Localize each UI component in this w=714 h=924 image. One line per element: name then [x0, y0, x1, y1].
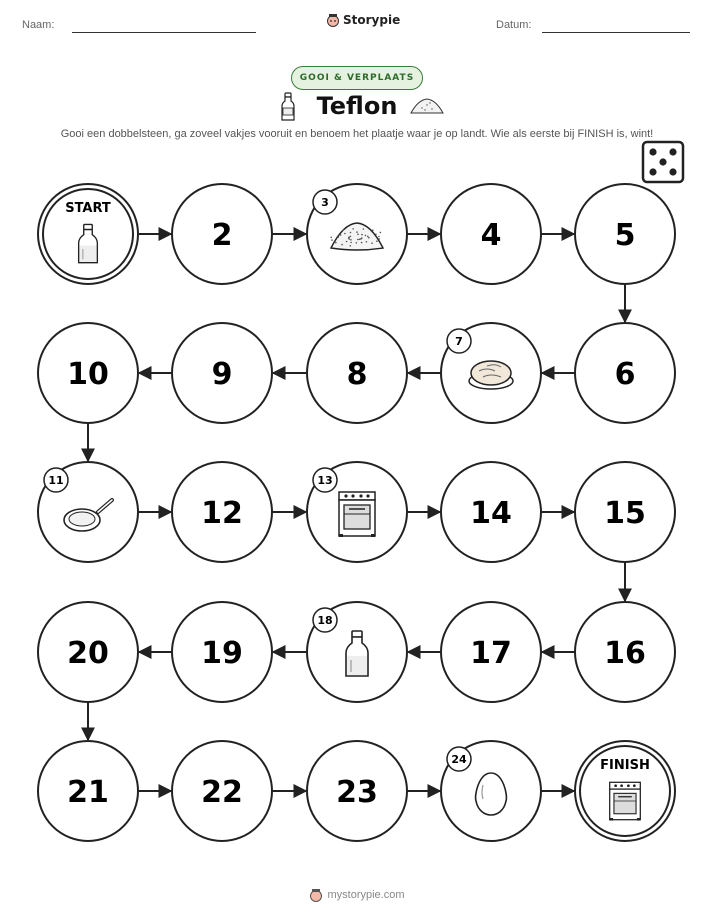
board-square-4 — [441, 184, 541, 284]
board-square-6 — [575, 323, 675, 423]
stove-icon — [610, 782, 641, 820]
board-square-5 — [575, 184, 675, 284]
square-number: 5 — [614, 218, 636, 253]
egg-icon — [476, 773, 507, 815]
square-number: 16 — [604, 636, 646, 671]
board-square-3 — [307, 184, 407, 284]
stove-icon — [339, 492, 375, 537]
square-number: 19 — [201, 636, 243, 671]
storypie-mascot-icon — [309, 888, 323, 902]
board-square-17 — [441, 602, 541, 702]
square-number: 21 — [67, 775, 109, 810]
square-number: 4 — [480, 218, 502, 253]
square-number: 22 — [201, 775, 243, 810]
board-square-13 — [307, 462, 407, 562]
board-square-2 — [172, 184, 272, 284]
square-number: 15 — [604, 496, 646, 531]
date-label: Datum: — [496, 19, 532, 31]
square-number: 13 — [317, 474, 333, 487]
name-label: Naam: — [22, 19, 55, 31]
board-square-23 — [307, 741, 407, 841]
square-number: 8 — [346, 357, 368, 392]
square-number: 3 — [321, 196, 329, 209]
board-square-11 — [38, 462, 138, 562]
square-number: 14 — [470, 496, 512, 531]
square-number: 23 — [336, 775, 378, 810]
dice-icon — [643, 142, 683, 182]
board-square-9 — [172, 323, 272, 423]
square-number: 24 — [451, 753, 467, 766]
footer — [0, 888, 714, 902]
square-number: 7 — [455, 335, 463, 348]
board-square-25 — [575, 741, 675, 841]
board-square-22 — [172, 741, 272, 841]
square-number: 10 — [67, 357, 109, 392]
instructions-text: Gooi een dobbelsteen, ga zoveel vakjes vooruit en benoem het plaatje waar je op landt. Wie als eerste bij FINISH is, wint! — [60, 128, 654, 140]
board-square-8 — [307, 323, 407, 423]
square-number: 9 — [211, 357, 233, 392]
brand-name: Storypie — [343, 13, 401, 27]
board-square-16 — [575, 602, 675, 702]
square-number: 6 — [614, 357, 636, 392]
pancake-icon — [469, 361, 513, 389]
page-title: Teflon — [316, 92, 398, 120]
board-square-7 — [441, 323, 541, 423]
board-square-10 — [38, 323, 138, 423]
footer-url: mystorypie.com — [327, 889, 405, 901]
start-label: START — [65, 201, 111, 216]
game-type-badge: GOOI & VERPLAATS — [291, 66, 423, 90]
square-number: 11 — [48, 474, 64, 487]
board-square-24 — [441, 741, 541, 841]
board-square-15 — [575, 462, 675, 562]
board-square-1 — [38, 184, 138, 284]
square-number: 12 — [201, 496, 243, 531]
square-number: 17 — [470, 636, 512, 671]
board-square-19 — [172, 602, 272, 702]
board-square-21 — [38, 741, 138, 841]
board-square-14 — [441, 462, 541, 562]
board-square-20 — [38, 602, 138, 702]
square-number: 20 — [67, 636, 109, 671]
board-square-12 — [172, 462, 272, 562]
board-square-18 — [307, 602, 407, 702]
square-number: 2 — [211, 218, 233, 253]
square-number: 18 — [317, 614, 333, 627]
finish-label: FINISH — [600, 758, 650, 773]
